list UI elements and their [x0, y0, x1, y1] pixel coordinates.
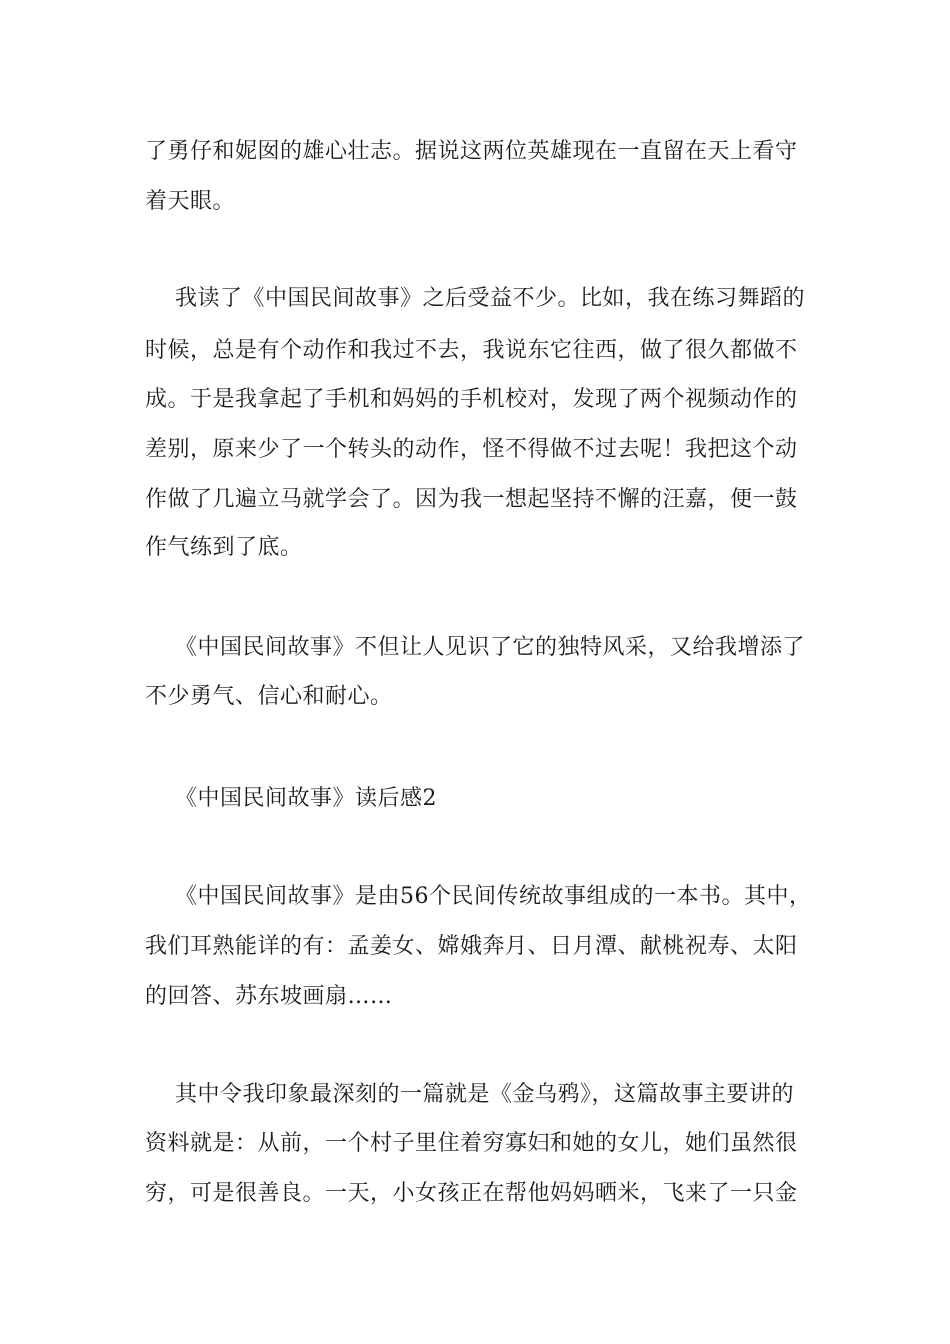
- paragraph-line: 不少勇气、信心和耐心。: [145, 684, 393, 709]
- paragraph-line: 作做了几遍立马就学会了。因为我一想起坚持不懈的汪嘉，便一鼓: [145, 487, 798, 512]
- paragraph-line: 《中国民间故事》是由56个民间传统故事组成的一本书。其中，: [175, 884, 812, 909]
- paragraph-line: 的回答、苏东坡画扇……: [145, 984, 393, 1009]
- paragraph-line: 了勇仔和妮囡的雄心壮志。据说这两位英雄现在一直留在天上看守: [145, 139, 798, 164]
- paragraph-line: 差别，原来少了一个转头的动作，怪不得做不过去呢！我把这个动: [145, 437, 798, 462]
- paragraph-line: 我读了《中国民间故事》之后受益不少。比如，我在练习舞蹈的: [175, 286, 806, 311]
- paragraph-line: 作气练到了底。: [145, 535, 303, 560]
- paragraph-line: 着天眼。: [145, 189, 236, 214]
- paragraph-line: 资料就是：从前，一个村子里住着穷寡妇和她的女儿，她们虽然很: [145, 1131, 798, 1156]
- section-heading: 《中国民间故事》读后感2: [175, 786, 437, 811]
- paragraph-line: 《中国民间故事》不但让人见识了它的独特风采，又给我增添了: [175, 635, 806, 660]
- paragraph-line: 其中令我印象最深刻的一篇就是《金乌鸦》，这篇故事主要讲的: [175, 1082, 795, 1107]
- paragraph-line: 成。于是我拿起了手机和妈妈的手机校对，发现了两个视频动作的: [145, 387, 798, 412]
- paragraph-line: 时候，总是有个动作和我过不去，我说东它往西，做了很久都做不: [145, 338, 798, 363]
- paragraph-line: 我们耳熟能详的有：孟姜女、嫦娥奔月、日月潭、献桃祝寿、太阳: [145, 934, 798, 959]
- paragraph-line: 穷，可是很善良。一天，小女孩正在帮他妈妈晒米，飞来了一只金: [145, 1181, 798, 1206]
